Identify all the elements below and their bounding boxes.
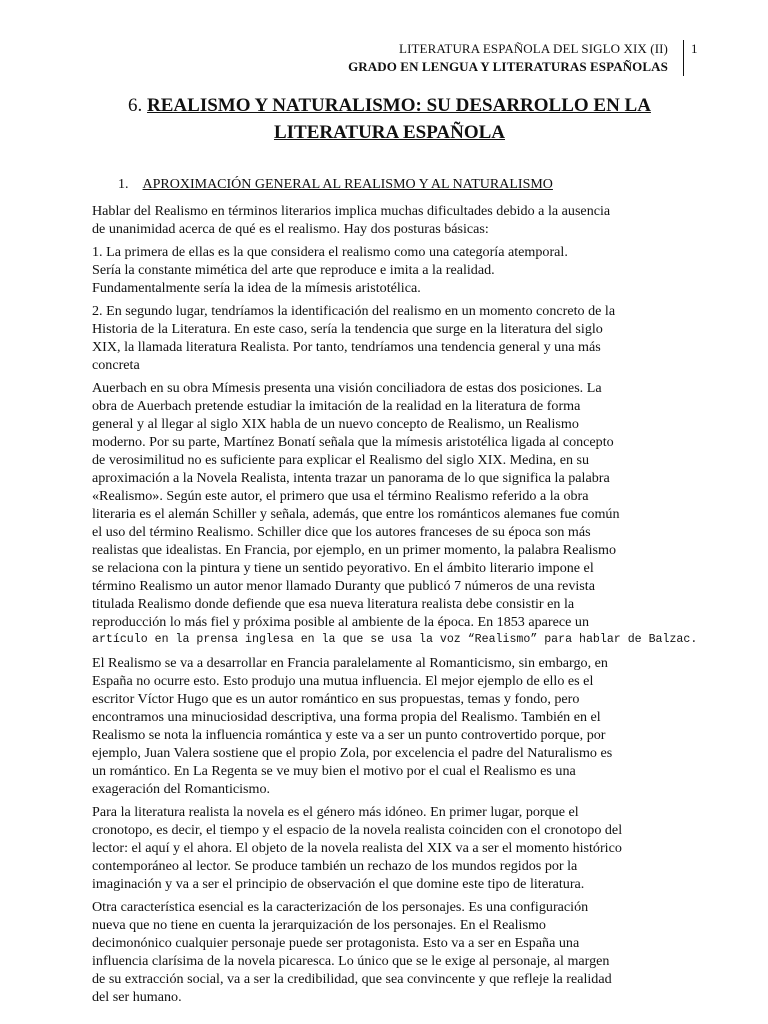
- text-line: Auerbach en su obra Mímesis presenta una visión conciliadora de estas dos posiciones. La: [92, 380, 602, 396]
- text-line: término Realismo un autor menor llamado Duranty que publicó 7 números de una revista: [92, 578, 595, 594]
- text-line: Otra característica esencial es la caracterización de los personajes. Es una configuración: [92, 899, 589, 915]
- text-line: artículo en la prensa inglesa en la que se usa la voz “Realismo” para hablar de Balzac.: [92, 633, 698, 646]
- text-line: Para la literatura realista la novela es el género más idóneo. En primer lugar, porque el: [92, 804, 579, 820]
- text-line: concreta: [92, 357, 140, 373]
- text-line: encontramos una minuciosidad descriptiva, una forma propia del Realismo. También en el: [92, 709, 601, 725]
- paragraph: [92, 803, 683, 893]
- text-line: se relaciona con la pintura y tiene un sentido peyorativo. En el ámbito literario impone el: [92, 560, 594, 576]
- header-degree-title: GRADO EN LENGUA Y LITERATURAS ESPAÑOLAS: [348, 59, 668, 74]
- text-line: el uso del término Realismo. Schiller dice que los autores franceses de su época son más: [92, 524, 591, 540]
- text-line: moderno. Por su parte, Martínez Bonatí señala que la mímesis aristotélica ligada al concepto: [92, 434, 614, 450]
- chapter-title: [92, 92, 687, 146]
- section-heading: [118, 176, 553, 194]
- paragraph: [92, 243, 683, 297]
- text-line: contemporáneo al lector. Se produce también un rechazo de los mundos regidos por la: [92, 858, 578, 874]
- text-line: de su extracción social, va a ser la credibilidad, que sea convincente y que refleje la realidad: [92, 971, 612, 987]
- text-line: de verosimilitud no es suficiente para explicar el Realismo del siglo XIX. Medina, en su: [92, 452, 590, 468]
- paragraph: [92, 379, 698, 649]
- header-divider: [683, 40, 684, 76]
- paragraph: [92, 202, 683, 238]
- text-line: general y al llegar al siglo XIX habla de un nuevo concepto de Realismo, un Realismo: [92, 416, 579, 432]
- chapter-number: 6.: [128, 95, 143, 116]
- text-line: obra de Auerbach pretende estudiar la imitación de la realidad en la literatura de forma: [92, 398, 581, 414]
- text-line: exageración del Romanticismo.: [92, 781, 271, 797]
- text-line: Sería la constante mimética del arte que reproduce e imita a la realidad.: [92, 262, 495, 278]
- text-line: 1. La primera de ellas es la que considera el realismo como una categoría atemporal.: [92, 244, 568, 260]
- text-line: reproducción lo más fiel y próxima posible al ambiente de la época. En 1853 aparece un: [92, 614, 590, 630]
- text-line: Historia de la Literatura. En este caso, sería la tendencia que surge en la literatura del siglo: [92, 321, 603, 337]
- paragraph: [92, 302, 683, 374]
- running-header: [348, 40, 676, 76]
- text-line: cronotopo, es decir, el tiempo y el espacio de la novela realista coinciden con el cronotopo del: [92, 822, 623, 838]
- text-line: nueva que no tiene en cuenta la jerarquización de los personajes. En el Realismo: [92, 917, 546, 933]
- section-title: APROXIMACIÓN GENERAL AL REALISMO Y AL NATURALISMO: [142, 177, 553, 192]
- text-line: de unanimidad acerca de qué es el realismo. Hay dos posturas básicas:: [92, 221, 489, 237]
- paragraph: [92, 654, 683, 798]
- body-text: [92, 202, 698, 1011]
- text-line: ejemplo, Juan Valera sostiene que el propio Zola, por excelencia el padre del Naturalismo es: [92, 745, 613, 761]
- chapter-title-line2: LITERATURA ESPAÑOLA: [273, 122, 506, 143]
- text-line: influencia clarísima de la novela picaresca. Lo único que se le exige al personaje, al margen: [92, 953, 610, 969]
- page-number: 1: [691, 41, 698, 56]
- paragraph: [92, 898, 683, 1006]
- text-line: Realismo se nota la influencia romántica y este va a ser un punto controvertido porque, por: [92, 727, 606, 743]
- text-line: titulada Realismo donde defiende que esa nueva literatura realista debe consistir en la: [92, 596, 575, 612]
- text-line: 2. En segundo lugar, tendríamos la identificación del realismo en un momento concreto de la: [92, 303, 616, 319]
- text-line: realistas que idealistas. En Francia, por ejemplo, en un primer momento, la palabra Realismo: [92, 542, 617, 558]
- text-line: un romántico. En La Regenta se ve muy bien el motivo por el cual el Realismo es una: [92, 763, 576, 779]
- text-line: El Realismo se va a desarrollar en Francia paralelamente al Romanticismo, sin embargo, en: [92, 655, 608, 671]
- text-line: del ser humano.: [92, 989, 182, 1005]
- text-line: España no ocurre esto. Esto produjo una mutua influencia. El mejor ejemplo de ello es el: [92, 673, 594, 689]
- text-line: literaria es el alemán Schiller y señala, además, que entre los románticos alemanes fue común: [92, 506, 620, 522]
- text-line: XIX, la llamada literatura Realista. Por tanto, tendríamos una tendencia general y una más: [92, 339, 601, 355]
- text-line: «Realismo». Según este autor, el primero que usa el término Realismo referido a la obra: [92, 488, 589, 504]
- section-number: 1.: [118, 177, 129, 192]
- text-line: escritor Víctor Hugo que es un autor romántico en sus propuestas, temas y fondo, pero: [92, 691, 580, 707]
- text-line: decimonónico cualquier personaje puede ser protagonista. Esto va a ser en España una: [92, 935, 580, 951]
- text-line: Hablar del Realismo en términos literarios implica muchas dificultades debido a la ausencia: [92, 203, 611, 219]
- text-line: aproximación a la Novela Realista, intenta trazar un panorama de lo que significa la palabra: [92, 470, 610, 486]
- text-line: Fundamentalmente sería la idea de la mímesis aristotélica.: [92, 280, 421, 296]
- text-line: lector: el aquí y el ahora. El objeto de la novela realista del XIX va a ser el momento histórico: [92, 840, 622, 856]
- chapter-title-line1: REALISMO Y NATURALISMO: SU DESARROLLO EN LA: [147, 95, 651, 116]
- header-course-title: LITERATURA ESPAÑOLA DEL SIGLO XIX (II): [399, 41, 668, 56]
- text-line: imaginación y va a ser el principio de observación el que domine este tipo de literatura.: [92, 876, 585, 892]
